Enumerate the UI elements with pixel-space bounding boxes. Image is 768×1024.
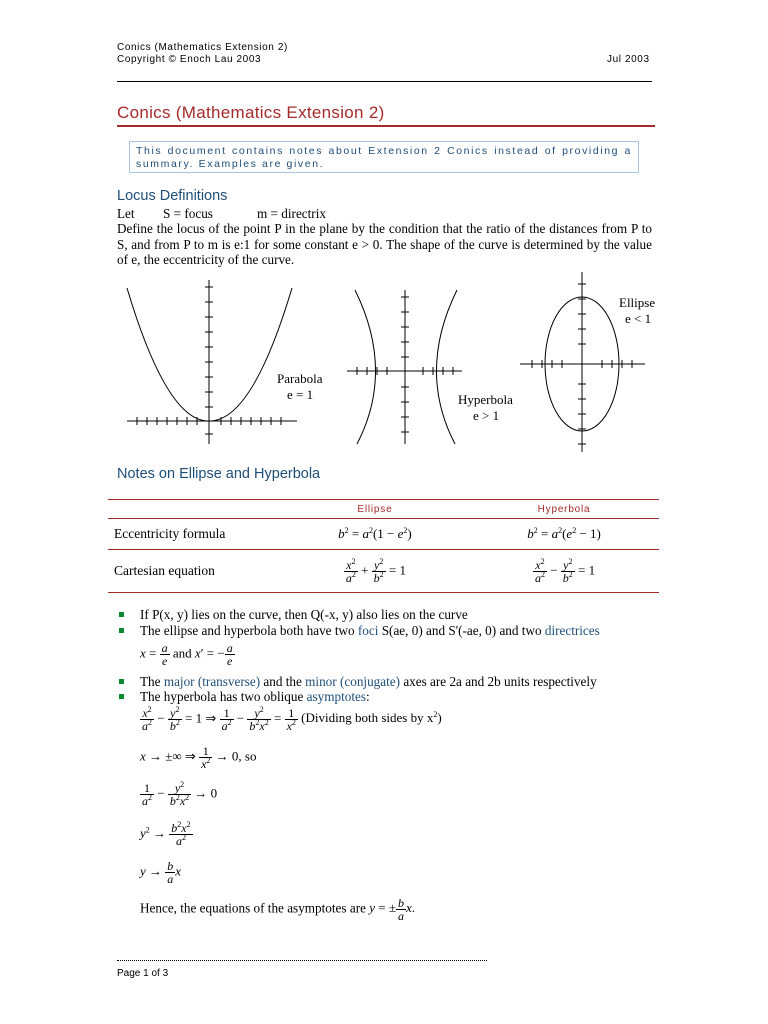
transverse-link[interactable]: (transverse) — [197, 674, 261, 689]
hyperbola-graph — [347, 290, 462, 444]
hyperbola-label: Hyperbola — [458, 392, 513, 407]
major-link[interactable]: major — [163, 674, 195, 689]
axes-intro: The — [140, 674, 161, 689]
bullet-foci-directrices — [140, 623, 600, 639]
hyperbola-cartesian-equation: $\frac{x^2}{a^2}$ − $\frac{y^2}{b^2}$ = 1 — [469, 550, 659, 593]
derivation-step-2: x → ±∞ ⇒ $\frac{1}{x^2}$ → 0, so — [140, 744, 257, 771]
ellipse-label: Ellipse — [619, 295, 656, 310]
table-header-blank — [108, 500, 281, 519]
derivation-step-3: $\frac{1}{a^2}$ − $\frac{y^2}{b^2x^2}$ → 0 — [142, 780, 218, 808]
directrix-equations: x = $\frac{a}{e}$ and x′ = − $\frac{a}{e}$ — [140, 641, 233, 668]
table-header-hyperbola: Hyperbola — [469, 500, 659, 519]
header-rule — [117, 81, 652, 82]
parabola-label: Parabola — [277, 371, 323, 386]
so-text: , so — [238, 748, 257, 764]
axes-lengths: axes are 2a and 2b units respectively — [403, 674, 597, 689]
table-header-ellipse: Ellipse — [281, 500, 469, 519]
row-label-eccentricity: Eccentricity formula — [108, 519, 281, 550]
row-label-cartesian: Cartesian equation — [108, 550, 281, 593]
ellipse-hyperbola-table — [108, 499, 659, 593]
asymptotes-intro: The hyperbola has two oblique — [140, 689, 304, 704]
derivation-step-5: y → $\frac{b}{a}$ x — [140, 859, 182, 886]
bullet-marker — [119, 694, 124, 699]
header-date: Jul 2003 — [607, 54, 650, 65]
page-title: Conics (Mathematics Extension 2) — [117, 103, 385, 122]
bullet-marker — [119, 679, 124, 684]
derivation-step-4: $y^2$ → $\frac{b^2x^2}{a^2}$ — [140, 820, 191, 848]
directrix-definition: m = directrix — [257, 206, 326, 221]
title-rule — [117, 125, 655, 127]
conjugate-link[interactable]: (conjugate) — [339, 674, 401, 689]
dividing-note: (Dividing both sides by $x^2$) — [301, 710, 442, 726]
ellipse-e-label: e < 1 — [625, 311, 652, 326]
header-copyright: Copyright © Enoch Lau 2003 — [117, 54, 262, 65]
bullet-marker — [119, 612, 124, 617]
bullet-axes — [140, 674, 597, 690]
table-row — [108, 550, 659, 593]
minor-link[interactable]: minor — [305, 674, 337, 689]
axes-and: and the — [263, 674, 302, 689]
hyperbola-eccentricity-formula: $b^2 = a^2(e^2 - 1)$ — [469, 519, 659, 550]
header-doc-title: Conics (Mathematics Extension 2) — [117, 42, 288, 53]
ellipse-eccentricity-formula: $b^2 = a^2(1 - e^2)$ — [281, 519, 469, 550]
page-number: Page 1 of 3 — [117, 968, 169, 979]
foci-link[interactable]: foci — [357, 623, 379, 638]
derivation-step-1: $\frac{x^2}{a^2}$ − $\frac{y^2}{b^2}$ = 1 ⇒ $\frac{1}{a^2}$ − $\frac{y^2}{b^2x^2}$ = $\frac{1}{x^2}$ (Dividing both sides by $x^2$) — [142, 705, 442, 733]
foci-coords: S(ae, 0) and S'(-ae, 0) and two — [381, 623, 542, 638]
conics-figure — [117, 272, 677, 452]
table-row — [108, 519, 659, 550]
abstract-box: This document contains notes about Extension 2 Conics instead of providing a summary. Examples are given. — [129, 141, 639, 173]
section-heading-locus: Locus Definitions — [117, 188, 228, 204]
foci-intro: The ellipse and hyperbola both have two — [140, 623, 355, 638]
hence-text: Hence, the equations of the asymptotes are — [140, 900, 366, 916]
directrices-link[interactable]: directrices — [544, 623, 600, 638]
ellipse-cartesian-equation: $\frac{x^2}{a^2}$ + $\frac{y^2}{b^2}$ = 1 — [281, 550, 469, 593]
table-header-row — [108, 500, 659, 519]
asymptote-conclusion: Hence, the equations of the asymptotes are y = ± $\frac{b}{a}$ x. — [140, 896, 416, 923]
parabola-e-label: e = 1 — [287, 387, 314, 402]
bullet-reflection: If P(x, y) lies on the curve, then Q(-x, y) also lies on the curve — [140, 607, 468, 622]
section-heading-notes: Notes on Ellipse and Hyperbola — [117, 466, 321, 482]
let-word: Let — [117, 206, 135, 221]
footer-dotted-rule — [117, 960, 487, 961]
parabola-graph — [127, 280, 297, 444]
hyperbola-e-label: e > 1 — [473, 408, 500, 423]
asymptotes-link[interactable]: asymptotes — [306, 689, 366, 704]
focus-definition: S = focus — [163, 206, 213, 221]
bullet-marker — [119, 628, 124, 633]
locus-paragraph: Define the locus of the point P in the plane by the condition that the ratio of the distances from P to S, and from P to m is e:1 for some constant e > 0. The shape of the curve is determined by the value of e, the eccentricity of the curve. — [117, 221, 652, 267]
bullet-asymptotes: The hyperbola has two oblique asymptotes: — [140, 689, 370, 704]
